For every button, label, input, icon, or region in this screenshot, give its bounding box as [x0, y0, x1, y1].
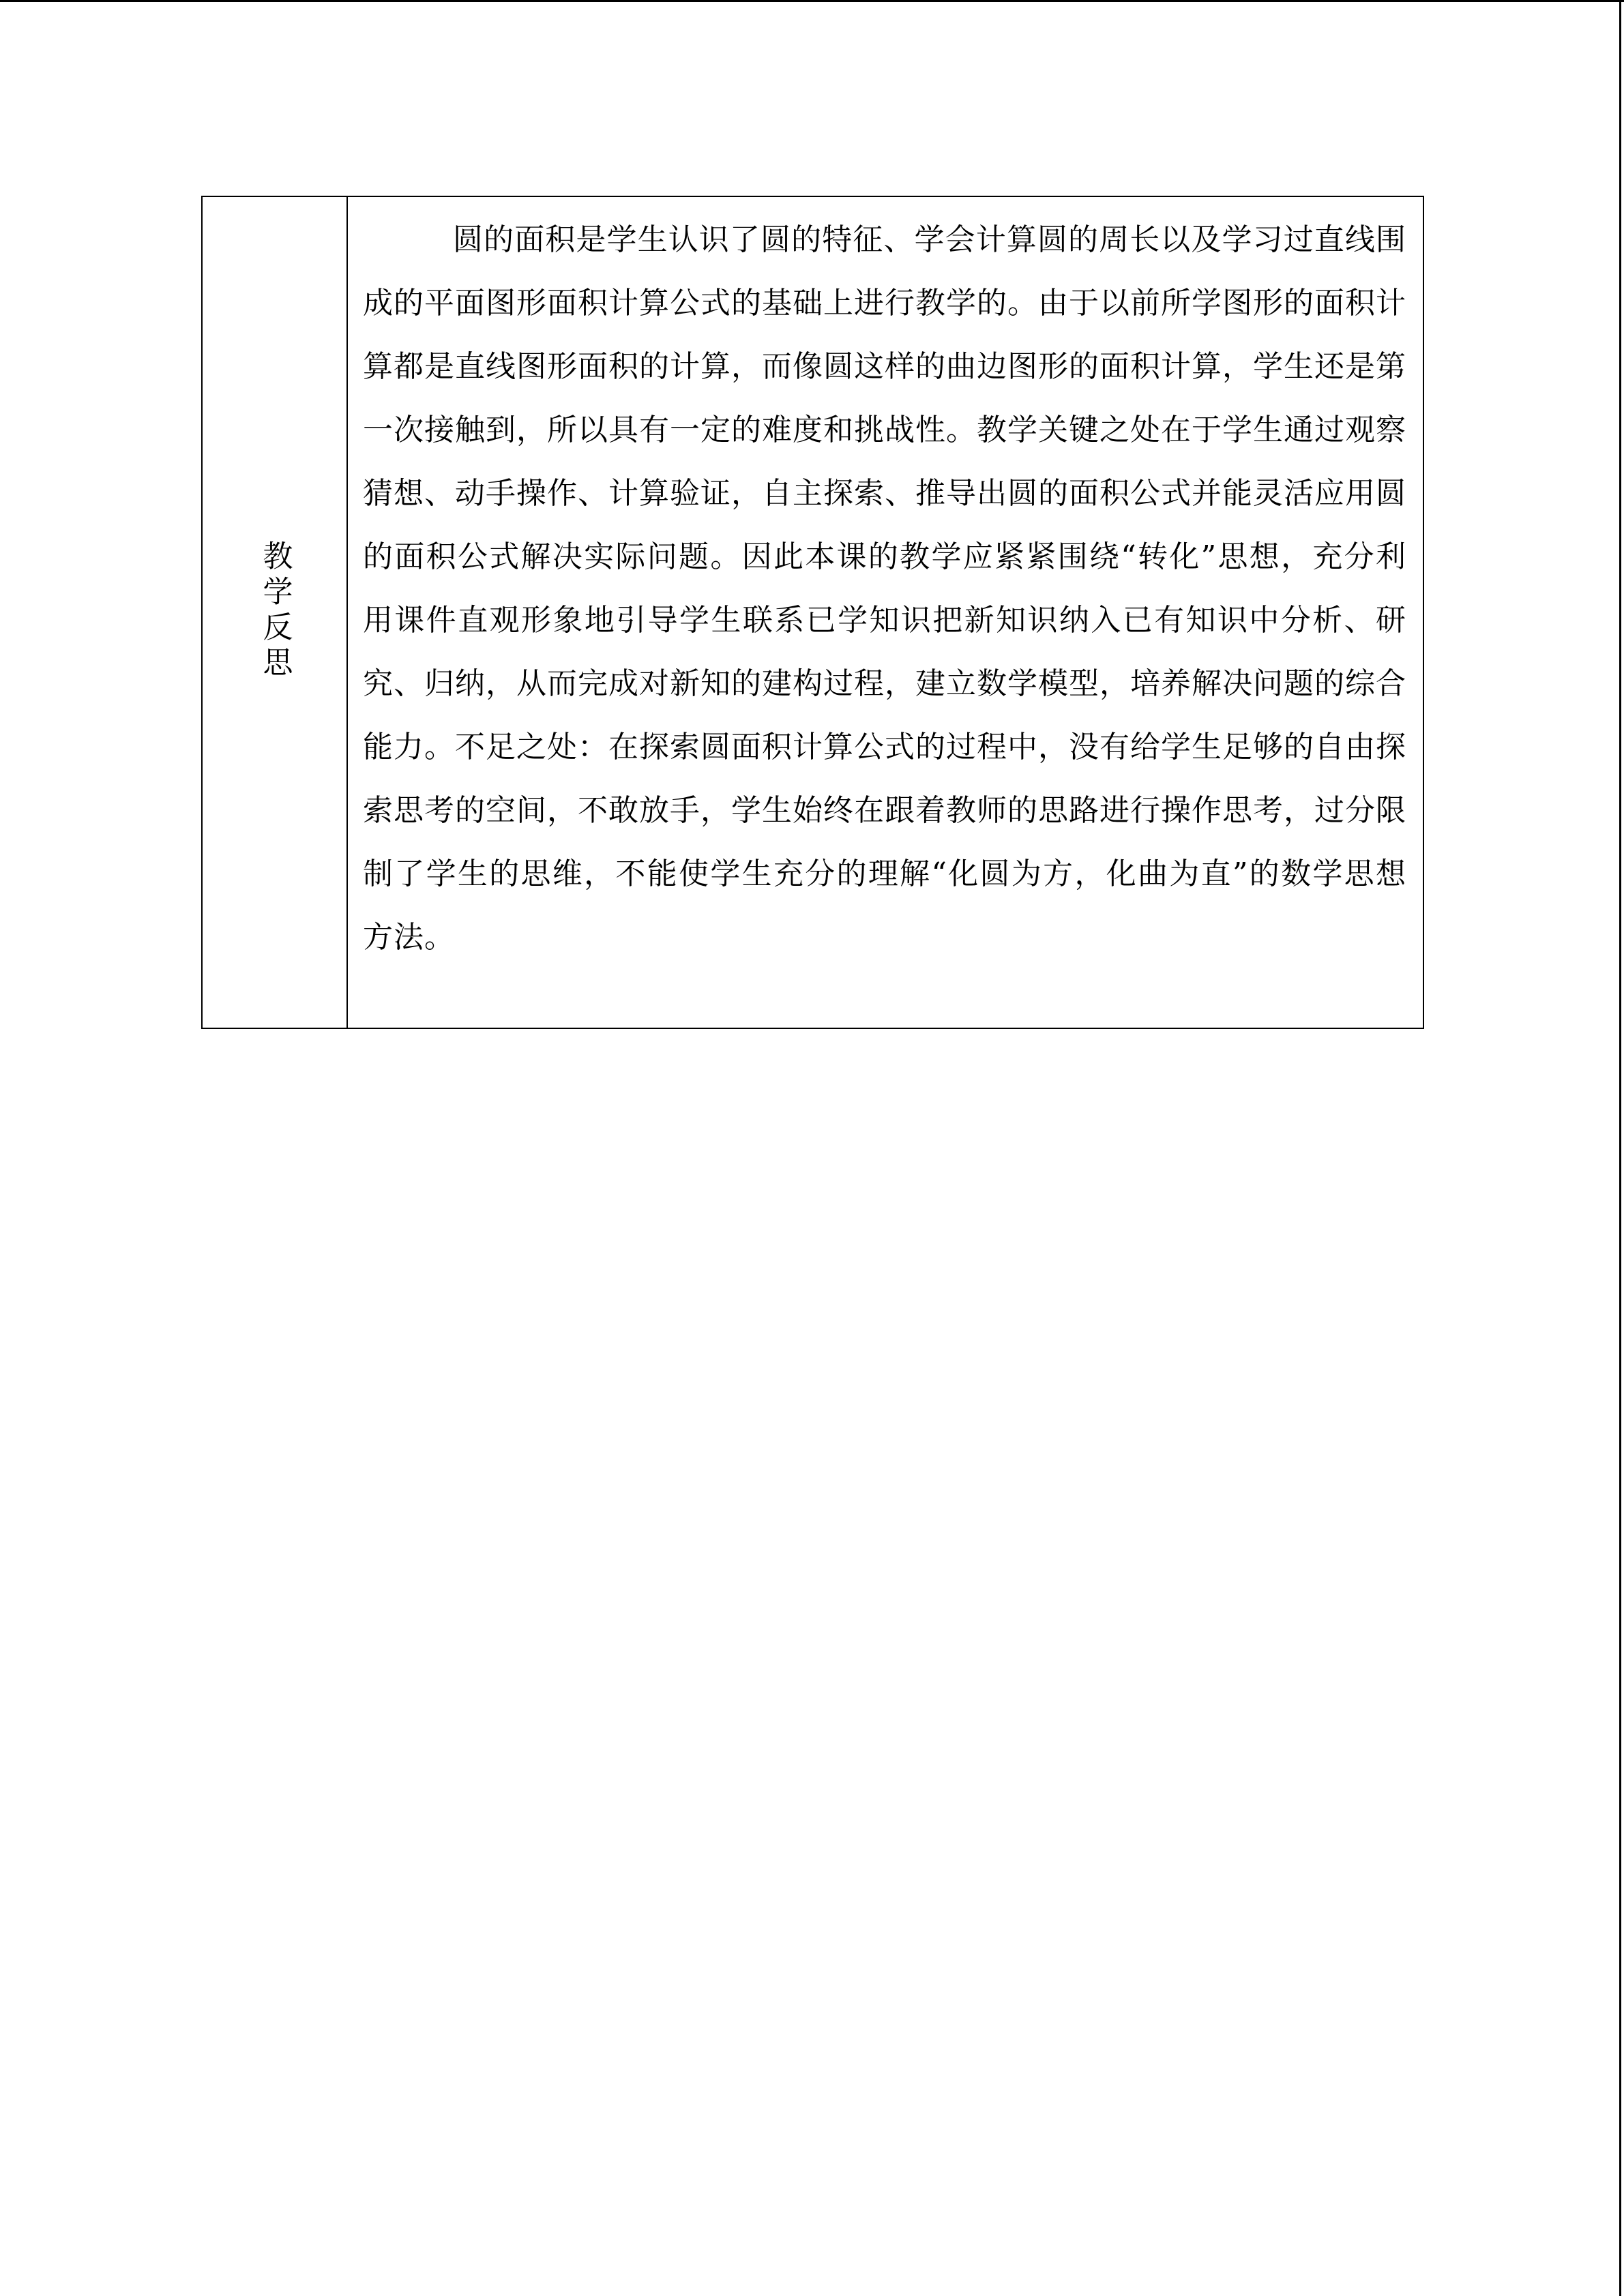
- page-right-border: [1619, 0, 1621, 2296]
- page-top-border: [0, 0, 1624, 2]
- table-row: [202, 196, 1423, 1028]
- teaching-reflection-table: [201, 196, 1424, 1029]
- label-cell: [202, 196, 347, 1028]
- teaching-reflection-text: 圆的面积是学生认识了圆的特征、学会计算圆的周长以及学习过直线围成的平面图形面积计算公式的基础上进行教学的。由于以前所学图形的面积计算都是直线图形面积的计算，而像圆这样的曲边图形的面积计算，学生还是第一次接触到，所以具有一定的难度和挑战性。教学关键之处在于学生通过观察猜想、动手操作、计算验证，自主探索、推导出圆的面积公式并能灵活应用圆的面积公式解决实际问题。因此本课的教学应紧紧围绕“转化”思想，充分利用课件直观形象地引导学生联系已学知识把新知识纳入已有知识中分析、研究、归纳，从而完成对新知的建构过程，建立数学模型，培养解决问题的综合能力。不足之处：在探索圆面积计算公式的过程中，没有给学生足够的自由探索思考的空间，不敢放手，学生始终在跟着教师的思路进行操作思考，过分限制了学生的思维，不能使学生充分的理解“化圆为方，化曲为直”的数学思想方法。: [363, 222, 1406, 955]
- content-cell: [347, 196, 1423, 1028]
- teaching-reflection-label: 教学反思: [257, 540, 293, 682]
